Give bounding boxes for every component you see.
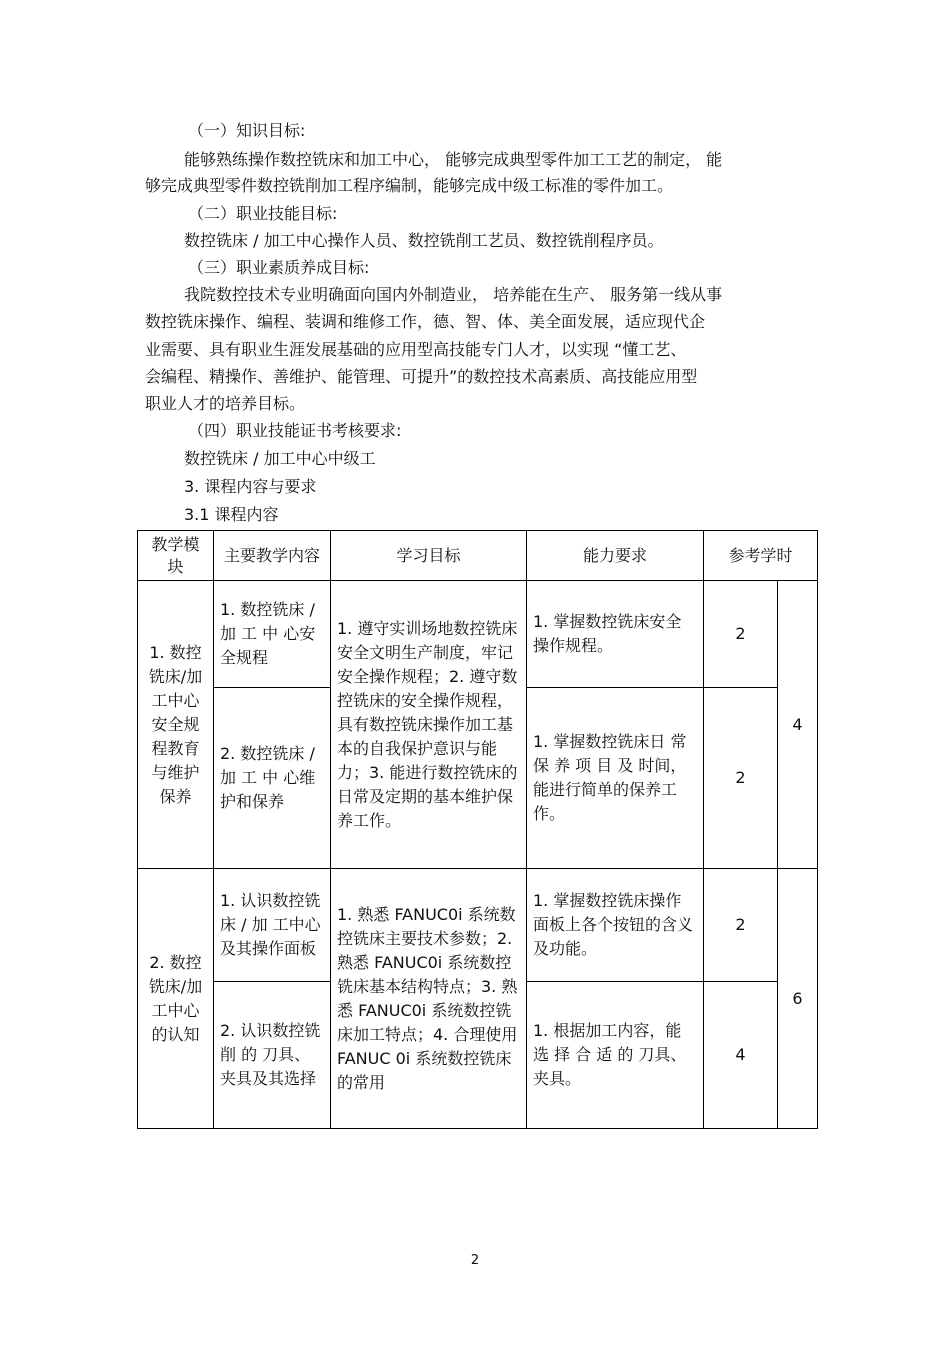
goal-cell: 1. 熟悉 FANUC0i 系统数控铣床主要技术参数；2. 熟悉 FANUC0i 系统数控铣床基本结构特点；3. 熟悉 FANUC0i 系统数控铣床加工特点；4. 合理使用 FANUC 0i 系统数控铣床的常用 xyxy=(331,869,527,1129)
total-hours-cell: 4 xyxy=(778,581,818,869)
course-content-table xyxy=(137,530,818,1129)
course-subheading: 3.1 课程内容 xyxy=(184,505,279,524)
table-row xyxy=(138,869,818,982)
paragraph-skill-line: 数控铣床 / 加工中心操作人员、数控铣削工艺员、数控铣削程序员。 xyxy=(184,231,664,250)
paragraph-quality-heading: （三）职业素质养成目标: xyxy=(188,258,370,277)
paragraph-cert-line: 数控铣床 / 加工中心中级工 xyxy=(184,449,376,468)
paragraph-quality-line-1: 我院数控技术专业明确面向国内外制造业， 培养能在生产、 服务第一线从事 xyxy=(184,285,723,304)
content-cell: 1. 认识数控铣 床 / 加 工中心及其操作面板 xyxy=(214,869,331,982)
module-cell: 1. 数控铣床/加工中心安全规程教育与维护保养 xyxy=(138,581,214,869)
header-ability: 能力要求 xyxy=(527,531,704,581)
paragraph-quality-line-3: 业需要、具有职业生涯发展基础的应用型高技能专门人才，以实现 “懂工艺、 xyxy=(145,340,687,359)
module-cell: 2. 数控铣床/加工中心的认知 xyxy=(138,869,214,1129)
paragraph-cert-heading: （四）职业技能证书考核要求: xyxy=(188,421,402,440)
ability-cell: 1. 掌握数控铣床安全操作规程。 xyxy=(527,581,704,688)
header-module: 教学模块 xyxy=(138,531,214,581)
total-hours-cell: 6 xyxy=(778,869,818,1129)
paragraph-knowledge-line-2: 够完成典型零件数控铣削加工程序编制，能够完成中级工标准的零件加工。 xyxy=(145,176,674,195)
paragraph-skill-heading: （二）职业技能目标: xyxy=(188,204,338,223)
header-content: 主要教学内容 xyxy=(214,531,331,581)
paragraph-quality-line-2: 数控铣床操作、编程、装调和维修工作，德、智、体、美全面发展，适应现代企 xyxy=(145,312,706,331)
page-number: 2 xyxy=(470,1253,480,1268)
table-row xyxy=(138,581,818,688)
paragraph-quality-line-5: 职业人才的培养目标。 xyxy=(145,394,306,413)
paragraph-knowledge-heading: （一）知识目标: xyxy=(188,121,306,140)
content-cell: 1. 数控铣床 / 加 工 中 心安全规程 xyxy=(214,581,331,688)
content-cell: 2. 数控铣床 / 加 工 中 心维护和保养 xyxy=(214,688,331,869)
ability-cell: 1. 掌握数控铣床操作面板上各个按钮的含义及功能。 xyxy=(527,869,704,982)
header-hours: 参考学时 xyxy=(704,531,818,581)
paragraph-quality-line-4: 会编程、精操作、善维护、能管理、可提升”的数控技术高素质、高技能应用型 xyxy=(145,367,698,386)
hours-cell: 2 xyxy=(704,688,778,869)
hours-cell: 4 xyxy=(704,982,778,1129)
content-cell: 2. 认识数控铣 削 的 刀具、夹具及其选择 xyxy=(214,982,331,1129)
table-header-row xyxy=(138,531,818,581)
goal-cell: 1. 遵守实训场地数控铣床安全文明生产制度，牢记安全操作规程；2. 遵守数控铣床的安全操作规程，具有数控铣床操作加工基本的自我保护意识与能力；3. 能进行数控铣床的日常及定期的基本维护保养工作。 xyxy=(331,581,527,869)
ability-cell: 1. 根据加工内容，能 选 择 合 适 的 刀具、夹具。 xyxy=(527,982,704,1129)
hours-cell: 2 xyxy=(704,581,778,688)
header-goal: 学习目标 xyxy=(331,531,527,581)
paragraph-knowledge-line-1: 能够熟练操作数控铣床和加工中心， 能够完成典型零件加工工艺的制定， 能 xyxy=(184,150,723,169)
hours-cell: 2 xyxy=(704,869,778,982)
ability-cell: 1. 掌握数控铣床日 常 保 养 项 目 及 时间，能进行简单的保养工作。 xyxy=(527,688,704,869)
course-heading: 3. 课程内容与要求 xyxy=(184,477,317,496)
